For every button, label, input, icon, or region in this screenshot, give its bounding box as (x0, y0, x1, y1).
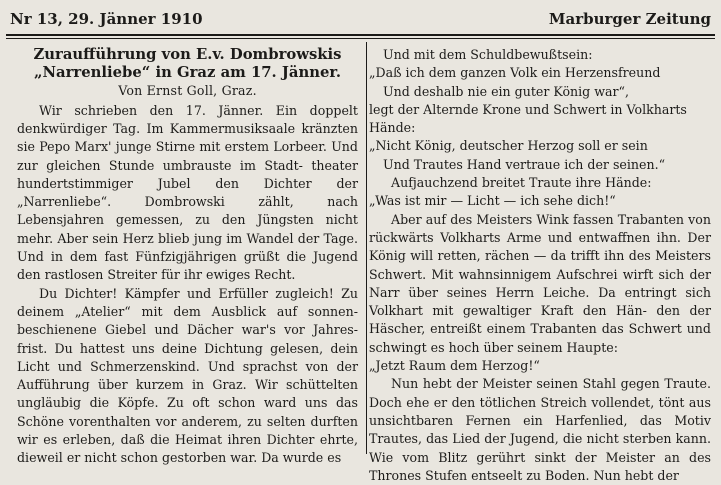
paragraph (17, 285, 358, 468)
text-line: Aber auf des Meisters Wink fassen Trabanten (391, 211, 685, 227)
text-line: Licht und Schmerzenskind. Und sprachst von der (17, 358, 358, 374)
title-line: „Narrenliebe“ in Graz am 17. Jänner. (34, 64, 341, 82)
text-line: den der Häscher, entreißt einem Trabanten das (369, 303, 711, 337)
text-line: Aufjauchzend breitet Traute ihre Hände: (391, 175, 652, 191)
verse-line: „Was ist mir — Licht — ich sehe dich!“ (369, 193, 616, 209)
title-line: Zuraufführung von E.v. Dombrowskis (33, 46, 342, 63)
header-rule-thin (6, 38, 715, 39)
text-line: Du Dichter! Kämpfer und Erfüller zugleich! (39, 285, 334, 301)
text-line: Schöne vorenthalten vor anderem, zu selten durften (17, 413, 358, 429)
verse-line: „Nicht König, deutscher Herzog soll er sein (369, 138, 648, 154)
verse-line: „Daß ich dem ganzen Volk ein Herzensfreund (369, 65, 661, 81)
text-line: frist. Du hattest uns deine Dichtung gelesen, dein (17, 340, 358, 356)
text-line: Der König will retten, rächen — da trifft ihn des (369, 229, 711, 264)
text-line: aus unsichtbaren Fernen ein Harfenlied, das Motiv (369, 394, 711, 428)
text-line: Streiter für ihr ewiges Recht. (107, 267, 296, 283)
text-line: fast Fünfzigjährigen grüßt die Jugend den rastlosen (17, 249, 358, 283)
newspaper-name: Marburger Zeitung (548, 10, 711, 28)
text-line: Herz blieb jung im Wandel der Tage. Und in dem (17, 230, 358, 265)
text-line: sie Pepo Marx' junge Stirne mit erstem Lorbeer. (17, 139, 327, 155)
text-line: Trautes, das Lied der Jugend, die nicht sterben kann. (369, 431, 711, 447)
paragraph (369, 375, 711, 485)
right-column (369, 46, 711, 485)
text-line: Zu deinem „Atelier“ mit dem Ausblick auf sonnen- (17, 285, 358, 319)
text-line: dieweil er nicht schon gestorben war. Da wurde es (17, 450, 342, 466)
issue-number: Nr 13, 29. Jänner 1910 (10, 10, 203, 28)
text-line: beschienene Giebel und Dächer war's vor Jahres- (17, 322, 358, 338)
text-line: gemessen, zu den Jüngsten nicht mehr. Aber sein (17, 212, 358, 246)
text-line: Doch ehe er den tötlichen Streich vollendet, tönt (369, 394, 685, 410)
text-line: von rückwärts Volkharts Arme und entwaffnen ihn. (369, 211, 711, 245)
text-line: denkwürdiger Tag. Im Kammermusiksaale kränzten (17, 121, 358, 136)
text-line: Nun hebt der Meister seinen Stahl gegen Traute. (391, 376, 711, 392)
text-line: Thrones Stufen entseelt zu Boden. Nun hebt der (369, 467, 679, 483)
text-line: legt der Alternde Krone und Schwert in Volkharts (369, 101, 687, 117)
text-line: entringt sich Volkhart mit gewaltiger Kraft den Hän- (369, 284, 711, 319)
text-line: Schwert und schwingt es hoch über seinem Haupte: (369, 321, 711, 355)
verse-line: „Jetzt Raum dem Herzog!“ (369, 358, 540, 374)
text-line: wirft sich der Narr über seines Herrn Leiche. Da (369, 266, 711, 300)
paragraph (17, 102, 358, 285)
text-line: Wir schrieben den 17. Jänner. Ein doppelt (39, 102, 358, 118)
text-line: Und mit dem Schuldbewußtsein: (383, 47, 593, 62)
column-divider (366, 42, 367, 454)
text-line: theater hundertstimmiger Jubel den Dichter der (17, 157, 358, 191)
text-line: Wie vom Blitz gerührt sinkt der Meister an des (369, 449, 711, 465)
text-line: wir es erleben, daß die Heimat ihren Dichter ehrte, (17, 432, 358, 448)
text-line: Meisters Schwert. Mit wahnsinnigem Aufschrei (369, 248, 711, 282)
text-line: Und zur gleichen Stunde umbrauste im Stadt- (17, 139, 358, 173)
left-column (17, 46, 358, 468)
text-line: „Narrenliebe“. Dombrowski zählt, nach Lebensjahren (17, 194, 358, 228)
text-line: ungläubig die Köpfe. Zu oft schon ward uns das (17, 395, 358, 411)
text-line: Hände: (369, 120, 416, 136)
header-rule (6, 34, 715, 36)
page-header (10, 4, 711, 34)
paragraph (369, 211, 711, 357)
article-byline: Von Ernst Goll, Graz. (118, 83, 257, 99)
text-line: Aufführung über kurzem in Graz. Wir schüttelten (17, 377, 358, 393)
verse-line: Und deshalb nie ein guter König war“, (383, 83, 629, 99)
article-title (17, 46, 358, 82)
verse-line: Und Trautes Hand vertraue ich der seinen.“ (383, 156, 666, 172)
